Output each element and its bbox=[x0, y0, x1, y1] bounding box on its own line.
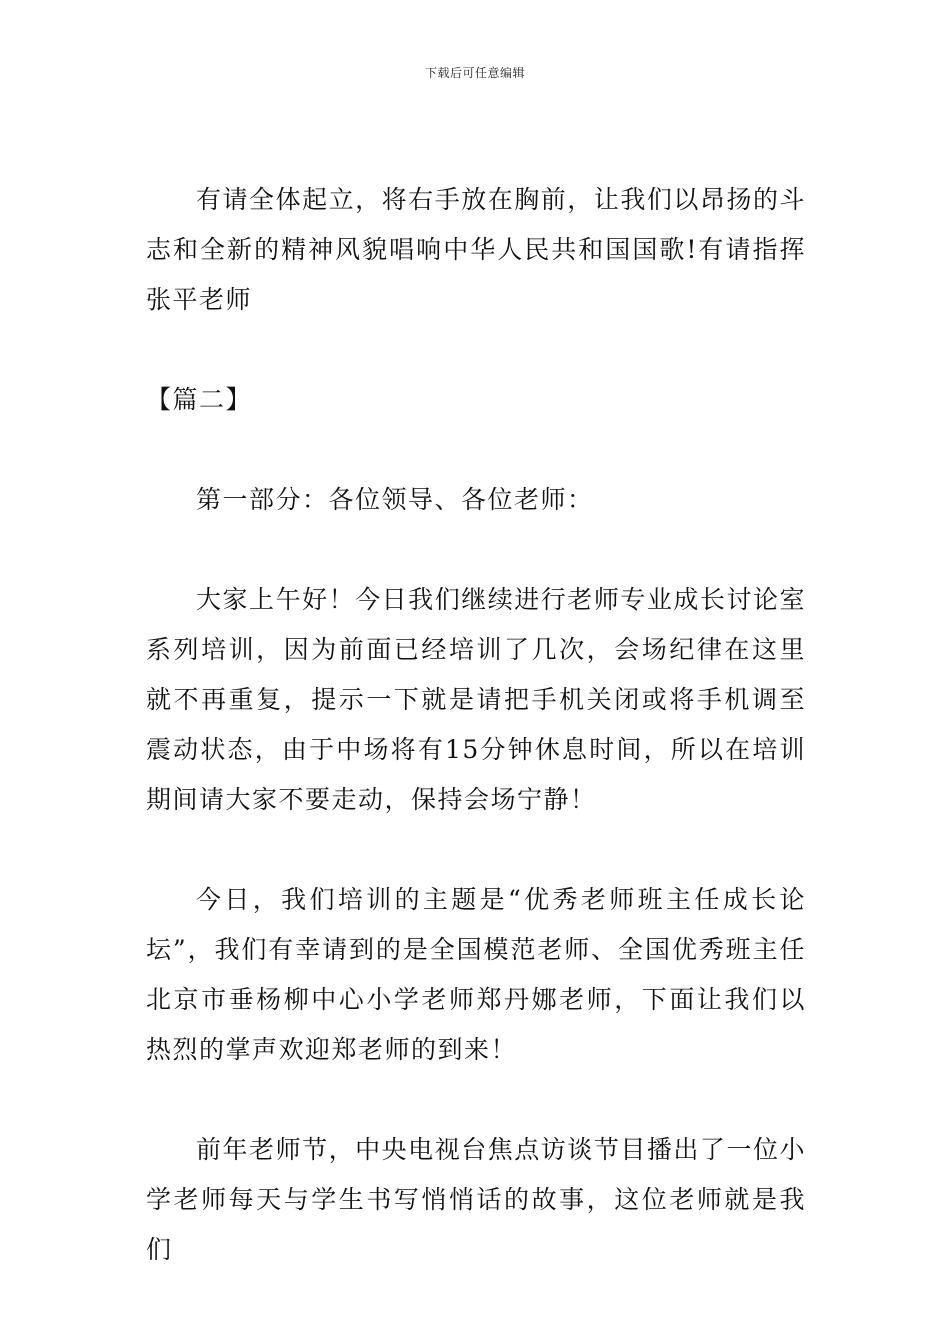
header-note: 下载后可任意编辑 bbox=[424, 66, 525, 80]
paragraph-gap bbox=[146, 425, 806, 475]
paragraph-greeting: 大家上午好！今日我们继续进行老师专业成长讨论室系列培训，因为前面已经培训了几次，会场纪律在这里就不再重复，提示一下就是请把手机关闭或将手机调至震动状态，由于中场将有15分钟休息时间，所以在培训期间请大家不要走动，保持会场宁静！ bbox=[146, 585, 806, 814]
section-heading: 【篇二】 bbox=[146, 385, 253, 414]
paragraph-gap bbox=[146, 325, 806, 375]
paragraph-story: 前年老师节，中央电视台焦点访谈节目播出了一位小学老师每天与学生书写悄悄话的故事，这位老师就是我们 bbox=[146, 1135, 806, 1264]
paragraph-gap bbox=[146, 825, 806, 875]
paragraph-anthem: 有请全体起立，将右手放在胸前，让我们以昂扬的斗志和全新的精神风貌唱响中华人民共和国国歌!有请指挥张平老师 bbox=[146, 185, 806, 314]
paragraph-part-one: 第一部分：各位领导、各位老师： bbox=[196, 485, 594, 514]
paragraph-gap bbox=[146, 525, 806, 575]
paragraph-theme: 今日，我们培训的主题是“优秀老师班主任成长论坛”，我们有幸请到的是全国模范老师、全国优秀班主任北京市垂杨柳中心小学老师郑丹娜老师，下面让我们以热烈的掌声欢迎郑老师的到来！ bbox=[146, 885, 806, 1064]
paragraph-gap bbox=[146, 1075, 806, 1125]
document-body bbox=[146, 175, 806, 1275]
